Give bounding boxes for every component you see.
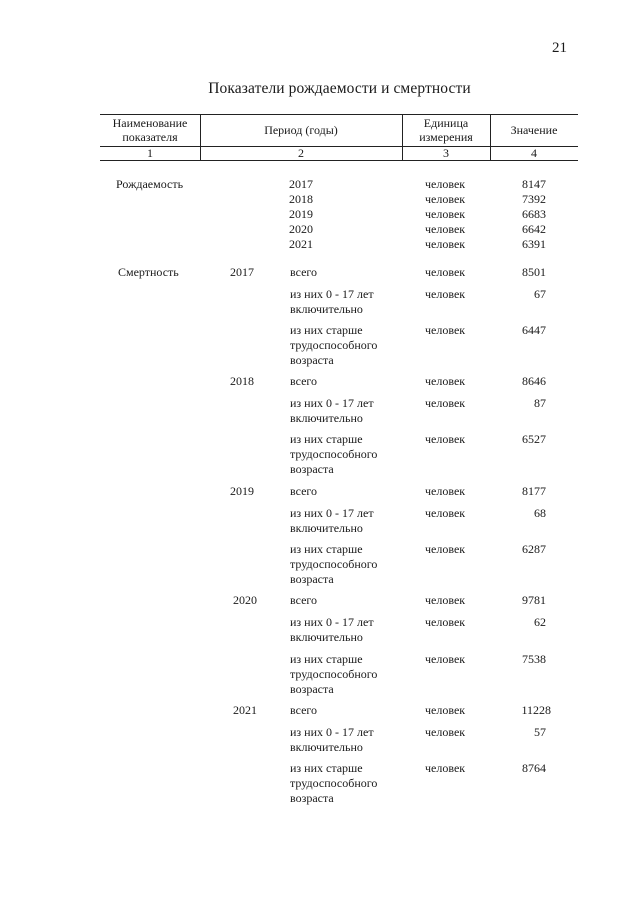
birth-value: 6683	[522, 207, 546, 221]
birth-unit: человек	[425, 222, 466, 236]
header-top-rule	[100, 114, 578, 115]
death-desc: всего	[290, 484, 318, 498]
header-unit: Единица измерения	[419, 116, 473, 144]
death-unit: человек	[425, 265, 466, 279]
death-value: 11228	[521, 703, 551, 717]
birth-year: 2021	[289, 237, 313, 251]
death-desc: из них старше трудоспособного возраста	[290, 761, 378, 805]
death-unit: человек	[425, 506, 466, 520]
death-desc: всего	[290, 593, 318, 607]
death-unit: человек	[425, 287, 466, 301]
birth-year: 2020	[289, 222, 313, 236]
death-unit: человек	[425, 725, 466, 739]
death-value: 9781	[522, 593, 546, 607]
death-value: 8501	[522, 265, 546, 279]
birth-value: 7392	[522, 192, 546, 206]
death-year: 2020	[233, 593, 257, 607]
death-unit: человек	[425, 615, 466, 629]
death-desc: из них старше трудоспособного возраста	[290, 652, 378, 696]
death-unit: человек	[425, 703, 466, 717]
death-value: 6287	[522, 542, 546, 556]
birth-unit: человек	[425, 237, 466, 251]
death-label: Смертность	[118, 265, 179, 279]
death-value: 7538	[522, 652, 546, 666]
death-desc: из них 0 - 17 лет включительно	[290, 506, 374, 535]
death-unit: человек	[425, 323, 466, 337]
death-value: 57	[534, 725, 546, 739]
death-desc: всего	[290, 703, 318, 717]
death-value: 8177	[522, 484, 546, 498]
death-year: 2021	[233, 703, 257, 717]
birth-value: 8147	[522, 177, 546, 191]
birth-year: 2019	[289, 207, 313, 221]
death-desc: из них старше трудоспособного возраста	[290, 542, 378, 586]
death-unit: человек	[425, 484, 466, 498]
header-indicator-name: Наименование показателя	[112, 116, 188, 144]
death-unit: человек	[425, 542, 466, 556]
death-desc: из них 0 - 17 лет включительно	[290, 615, 374, 644]
birth-year: 2017	[289, 177, 313, 191]
death-value: 6447	[522, 323, 546, 337]
death-value: 67	[534, 287, 546, 301]
death-value: 62	[534, 615, 546, 629]
birth-value: 6642	[522, 222, 546, 236]
page-number: 21	[552, 40, 567, 56]
death-year: 2017	[230, 265, 254, 279]
death-value: 8646	[522, 374, 546, 388]
col-number-1: 1	[147, 146, 153, 160]
death-desc: из них 0 - 17 лет включительно	[290, 725, 374, 754]
document-title: Показатели рождаемости и смертности	[208, 80, 471, 97]
death-year: 2018	[230, 374, 254, 388]
death-desc: из них старше трудоспособного возраста	[290, 323, 378, 367]
death-unit: человек	[425, 593, 466, 607]
death-value: 6527	[522, 432, 546, 446]
birth-label: Рождаемость	[116, 177, 184, 191]
death-desc: из них 0 - 17 лет включительно	[290, 287, 374, 316]
birth-unit: человек	[425, 192, 466, 206]
header-value: Значение	[510, 123, 558, 137]
col-number-3: 3	[443, 146, 449, 160]
death-value: 68	[534, 506, 546, 520]
death-desc: всего	[290, 374, 318, 388]
death-year: 2019	[230, 484, 254, 498]
death-unit: человек	[425, 432, 466, 446]
col-number-2: 2	[298, 146, 304, 160]
death-value: 8764	[522, 761, 546, 775]
death-desc: из них старше трудоспособного возраста	[290, 432, 378, 476]
death-desc: всего	[290, 265, 318, 279]
death-unit: человек	[425, 652, 466, 666]
birth-unit: человек	[425, 207, 466, 221]
birth-year: 2018	[289, 192, 313, 206]
death-value: 87	[534, 396, 546, 410]
death-unit: человек	[425, 396, 466, 410]
death-desc: из них 0 - 17 лет включительно	[290, 396, 374, 425]
birth-unit: человек	[425, 177, 466, 191]
death-unit: человек	[425, 761, 466, 775]
death-unit: человек	[425, 374, 466, 388]
col-number-4: 4	[531, 146, 537, 160]
header-period: Период (годы)	[264, 123, 338, 137]
birth-value: 6391	[522, 237, 546, 251]
